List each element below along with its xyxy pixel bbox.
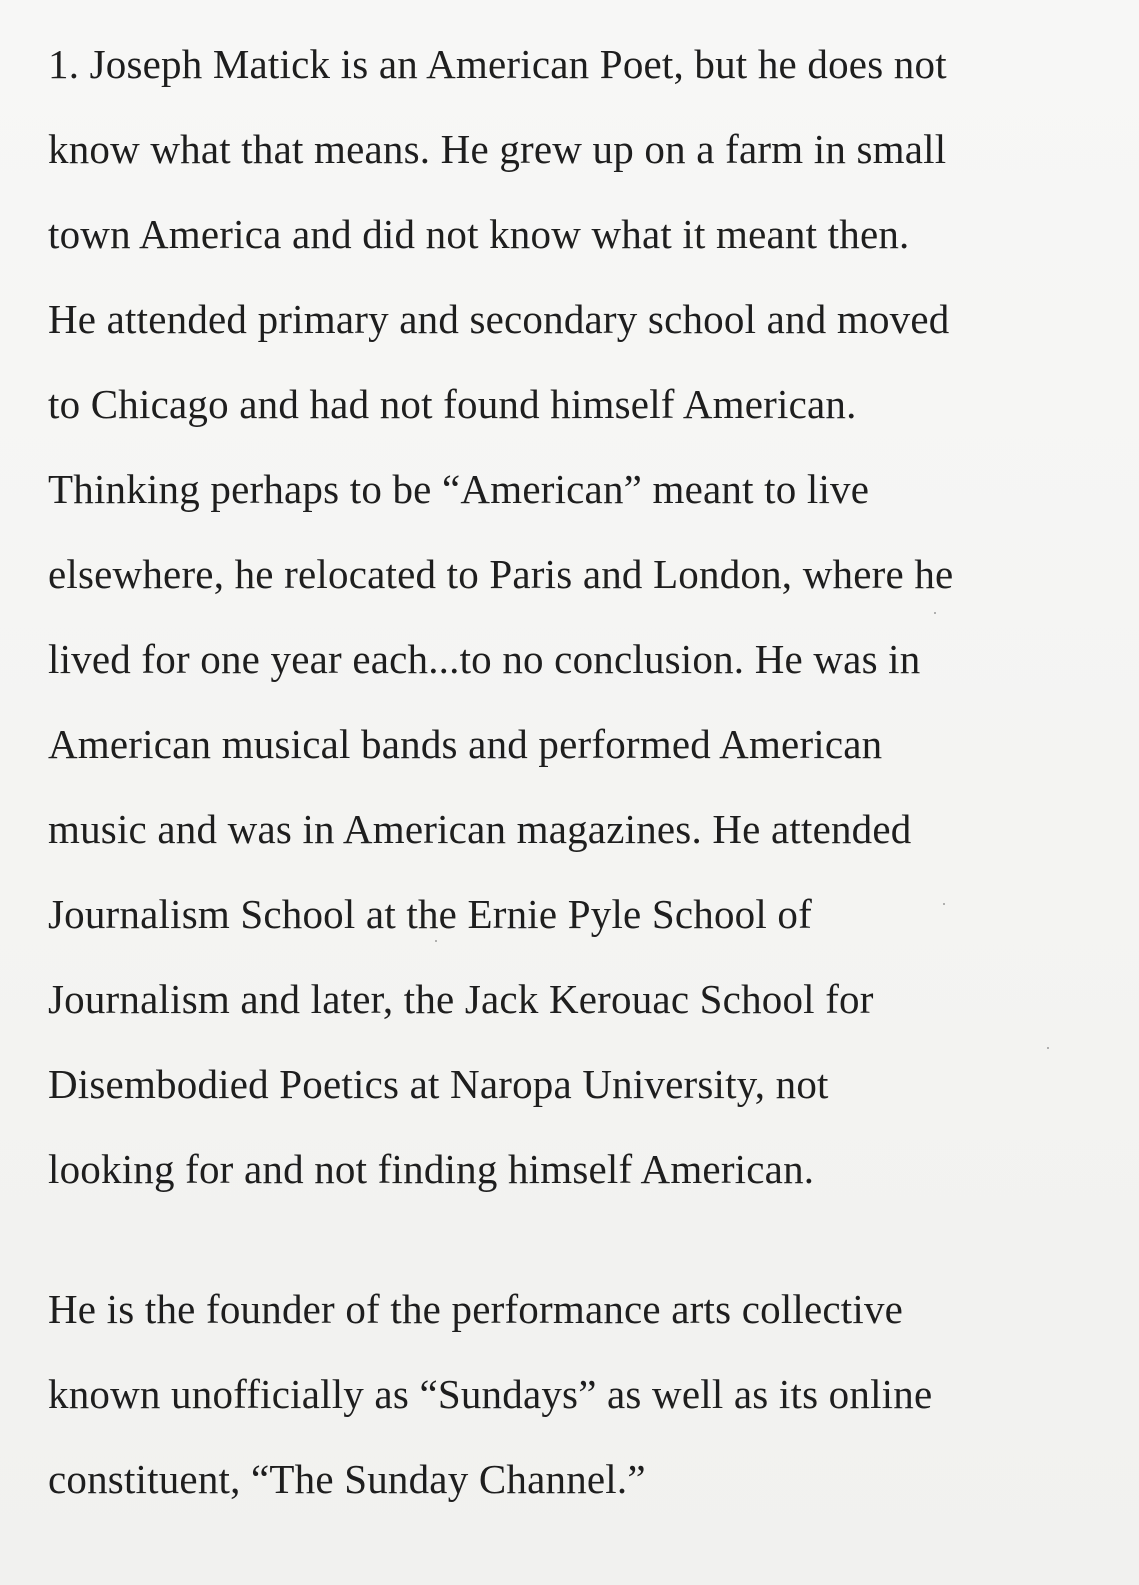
text-line: Disembodied Poetics at Naropa University, not — [48, 1061, 829, 1107]
text-line: Thinking perhaps to be “American” meant to live — [48, 466, 870, 512]
text-line: music and was in American magazines. He attended — [48, 806, 912, 852]
biography-text — [48, 22, 1098, 1522]
text-line: elsewhere, he relocated to Paris and London, where he — [48, 551, 954, 597]
text-line: known unofficially as “Sundays” as well as its online — [48, 1371, 933, 1417]
scan-speck — [435, 940, 437, 942]
text-line: He is the founder of the performance arts collective — [48, 1286, 904, 1332]
text-line: Journalism and later, the Jack Kerouac School for — [48, 976, 874, 1022]
scan-speck — [1047, 1047, 1049, 1049]
text-line: town America and did not know what it meant then. — [48, 211, 910, 257]
text-line: constituent, “The Sunday Channel.” — [48, 1456, 646, 1502]
text-line: know what that means. He grew up on a farm in small — [48, 126, 947, 172]
text-line: 1. Joseph Matick is an American Poet, but he does not — [48, 41, 947, 87]
text-line: to Chicago and had not found himself American. — [48, 381, 857, 427]
text-line: American musical bands and performed American — [48, 721, 883, 767]
text-line: Journalism School at the Ernie Pyle School of — [48, 891, 812, 937]
paragraph-2 — [48, 1267, 1098, 1522]
text-line: lived for one year each...to no conclusion. He was in — [48, 636, 921, 682]
text-line: He attended primary and secondary school and moved — [48, 296, 950, 342]
scan-speck — [934, 612, 936, 614]
text-line: looking for and not finding himself American. — [48, 1146, 815, 1192]
paragraph-1 — [48, 22, 1098, 1212]
scan-speck — [943, 903, 945, 905]
paragraph-gap — [48, 1212, 1098, 1267]
